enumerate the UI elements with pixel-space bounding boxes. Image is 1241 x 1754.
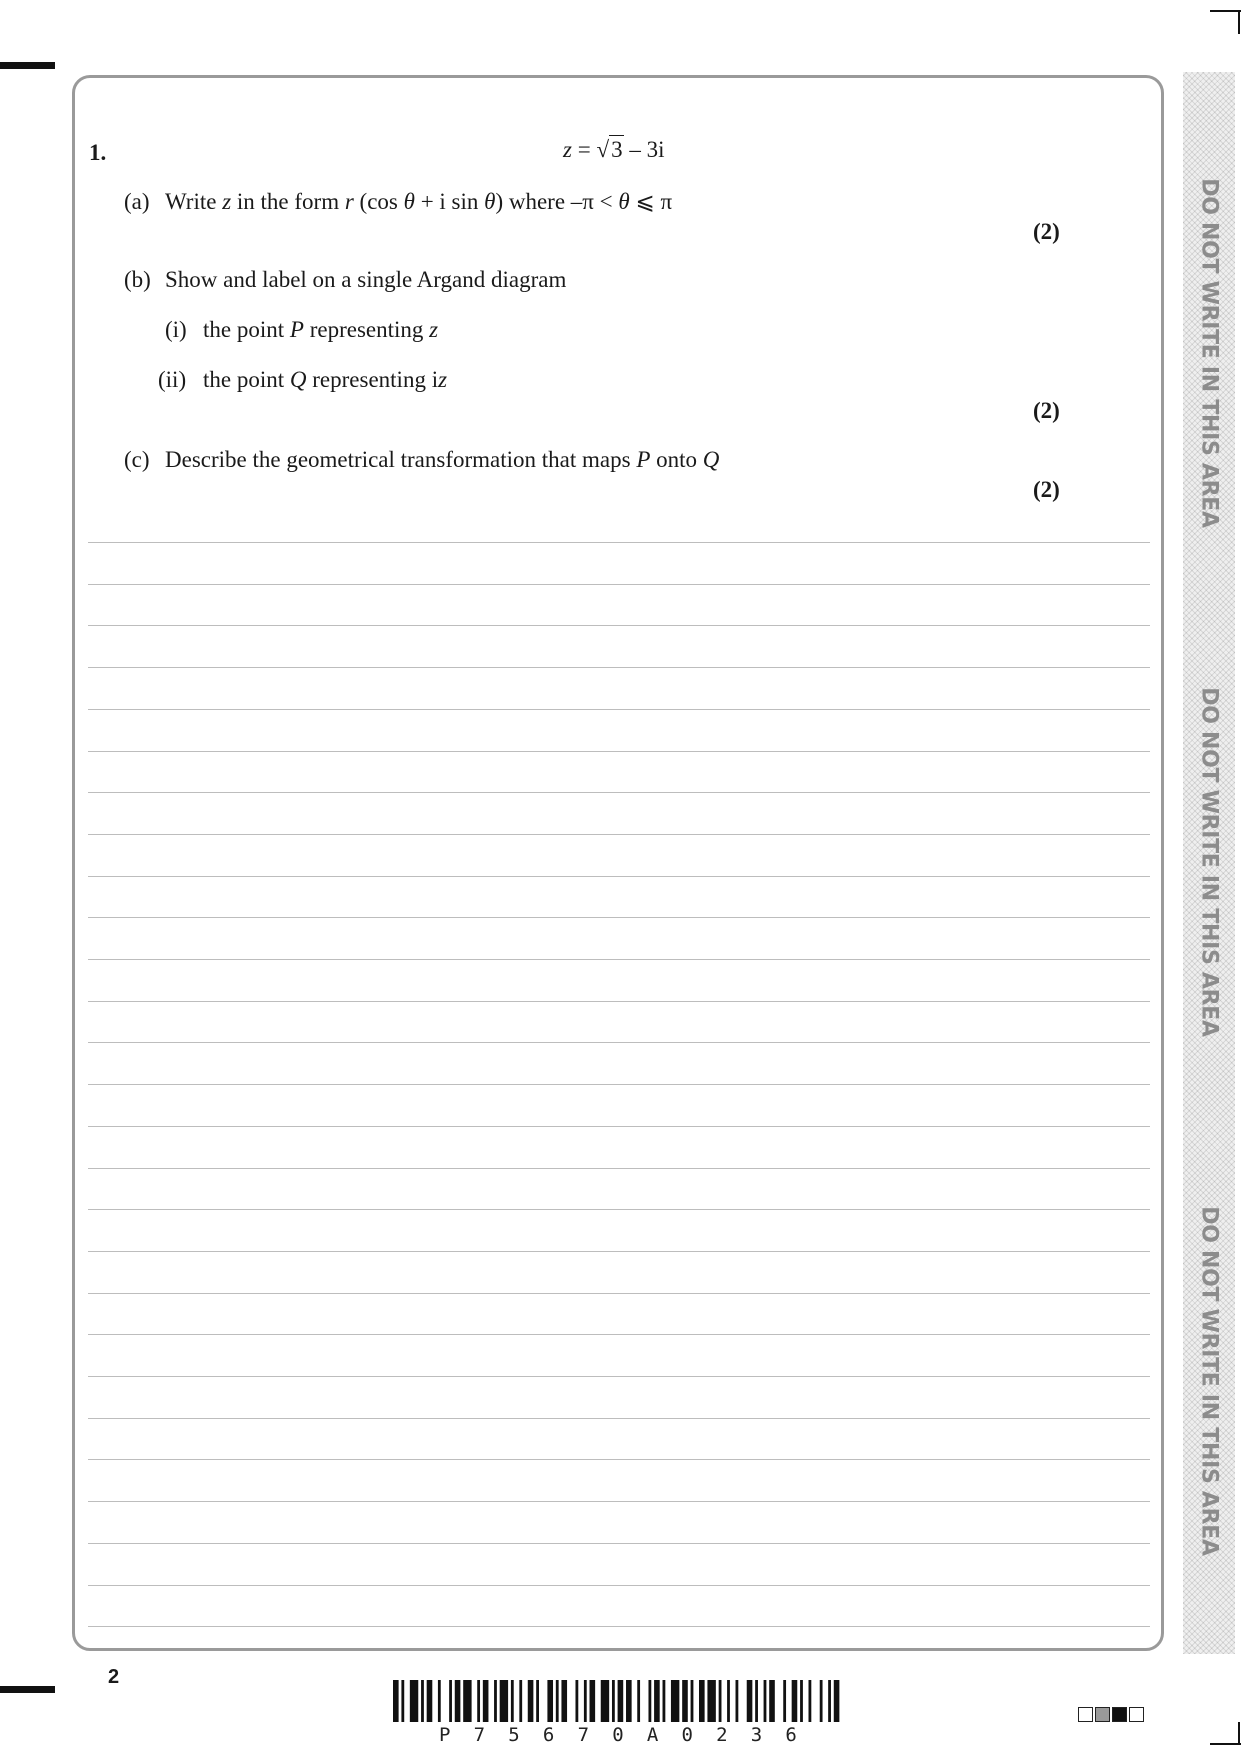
margin-warning: DO NOT WRITE IN THIS AREA (1196, 687, 1222, 1037)
answer-line[interactable] (88, 1126, 1150, 1127)
barcode-char: P (439, 1724, 451, 1746)
answer-line[interactable] (88, 1585, 1150, 1586)
barcode-bar (654, 1680, 660, 1722)
answer-line[interactable] (88, 1042, 1150, 1043)
barcode-bar (820, 1680, 823, 1722)
barcode-bar (612, 1680, 615, 1722)
crop-mark (1238, 10, 1240, 34)
barcode-bar (427, 1680, 433, 1722)
barcode-char: 7 (577, 1724, 590, 1746)
barcode-bar (764, 1680, 767, 1722)
barcode-char: 2 (716, 1724, 728, 1746)
part-a-marks: (2) (1033, 219, 1060, 244)
barcode-bar (699, 1680, 705, 1722)
indicator-square (1095, 1707, 1110, 1722)
barcode-char: 6 (542, 1724, 555, 1746)
answer-line[interactable] (88, 1376, 1150, 1377)
crop-mark (1210, 1743, 1241, 1745)
barcode (393, 1680, 845, 1722)
answer-line[interactable] (88, 1626, 1150, 1627)
barcode-char: A (646, 1724, 659, 1746)
barcode-bar (449, 1680, 452, 1722)
barcode-char: 0 (612, 1724, 624, 1746)
part-a-text: Write z in the form r (cos θ + i sin θ) where –π < θ ⩽ π (165, 189, 673, 214)
barcode-bar (575, 1680, 578, 1722)
barcode-bar (536, 1680, 539, 1722)
answer-line[interactable] (88, 959, 1150, 960)
barcode-char: 6 (785, 1724, 797, 1746)
barcode-bar (584, 1680, 587, 1722)
barcode-bar (637, 1680, 640, 1722)
margin-warning: DO NOT WRITE IN THIS AREA (1196, 178, 1222, 528)
indicator-square (1129, 1707, 1144, 1722)
answer-line[interactable] (88, 1543, 1150, 1544)
barcode-bar (663, 1680, 666, 1722)
part-b-label: (b) (124, 267, 151, 292)
answer-line[interactable] (88, 1501, 1150, 1502)
indicator-square (1078, 1707, 1093, 1722)
barcode-bar (727, 1680, 730, 1722)
answer-line[interactable] (88, 1001, 1150, 1002)
barcode-bar (707, 1680, 715, 1722)
given-equation: z = √3 – 3i (563, 137, 665, 162)
part-a-label: (a) (124, 189, 150, 214)
answer-line[interactable] (88, 1334, 1150, 1335)
barcode-bar (783, 1680, 786, 1722)
part-b-i-text: the point P representing z (203, 317, 439, 342)
answer-line[interactable] (88, 917, 1150, 918)
answer-box-frame (72, 75, 1164, 1651)
part-b-marks: (2) (1033, 398, 1060, 423)
crop-mark (0, 1686, 55, 1693)
answer-line[interactable] (88, 1459, 1150, 1460)
question-number: 1. (89, 140, 107, 165)
barcode-char: 5 (508, 1724, 520, 1746)
barcode-char: 3 (750, 1724, 763, 1746)
answer-line[interactable] (88, 584, 1150, 585)
answer-line[interactable] (88, 1293, 1150, 1294)
barcode-bar (800, 1680, 803, 1722)
barcode-bar (834, 1680, 840, 1722)
barcode-bar (755, 1680, 758, 1722)
barcode-bar (483, 1680, 489, 1722)
barcode-bar (618, 1680, 624, 1722)
barcode-char: 7 (473, 1724, 486, 1746)
part-b-i-label: (i) (165, 317, 187, 342)
crop-mark (0, 62, 55, 69)
barcode-bar (809, 1680, 812, 1722)
barcode-bar (736, 1680, 739, 1722)
barcode-bar (511, 1680, 514, 1722)
answer-line[interactable] (88, 792, 1150, 793)
barcode-bar (671, 1680, 679, 1722)
barcode-bar (682, 1680, 688, 1722)
barcode-bar (494, 1680, 497, 1722)
barcode-bar (691, 1680, 694, 1722)
barcode-bar (519, 1680, 522, 1722)
part-c-label: (c) (124, 447, 150, 472)
barcode-bar (410, 1680, 418, 1722)
barcode-bar (626, 1680, 632, 1722)
part-c-text: Describe the geometrical transformation that maps P onto Q (165, 447, 720, 472)
answer-line[interactable] (88, 667, 1150, 668)
barcode-bar (401, 1680, 404, 1722)
barcode-bar (547, 1680, 553, 1722)
barcode-bar (455, 1680, 461, 1722)
barcode-bar (648, 1680, 651, 1722)
answer-line[interactable] (88, 625, 1150, 626)
barcode-bar (528, 1680, 534, 1722)
answer-line[interactable] (88, 834, 1150, 835)
barcode-bar (438, 1680, 441, 1722)
barcode-bar (477, 1680, 480, 1722)
barcode-bar (556, 1680, 559, 1722)
page-indicator-squares (1078, 1707, 1146, 1722)
answer-line[interactable] (88, 1168, 1150, 1169)
barcode-bar (747, 1680, 753, 1722)
barcode-bar (561, 1680, 567, 1722)
answer-line[interactable] (88, 1209, 1150, 1210)
answer-line[interactable] (88, 1084, 1150, 1085)
barcode-char: 0 (681, 1724, 693, 1746)
barcode-bar (463, 1680, 471, 1722)
barcode-bar (719, 1680, 722, 1722)
answer-line[interactable] (88, 542, 1150, 543)
part-b-ii-label: (ii) (158, 367, 187, 392)
barcode-bar (792, 1680, 798, 1722)
answer-line[interactable] (88, 751, 1150, 752)
part-b-text: Show and label on a single Argand diagram (165, 267, 567, 292)
barcode-bar (828, 1680, 831, 1722)
barcode-bar (601, 1680, 609, 1722)
answer-line[interactable] (88, 709, 1150, 710)
answer-line[interactable] (88, 876, 1150, 877)
margin-warning: DO NOT WRITE IN THIS AREA (1196, 1206, 1222, 1556)
answer-line[interactable] (88, 1251, 1150, 1252)
indicator-square (1112, 1707, 1127, 1722)
part-c-marks: (2) (1033, 477, 1060, 502)
crop-mark (1210, 10, 1241, 12)
barcode-bar (393, 1680, 399, 1722)
crop-mark (1238, 1722, 1240, 1744)
barcode-bar (769, 1680, 775, 1722)
barcode-bar (500, 1680, 508, 1722)
part-b-ii-text: the point Q representing iz (203, 367, 448, 392)
page-number: 2 (108, 1666, 120, 1688)
barcode-bar (421, 1680, 424, 1722)
barcode-text (393, 1724, 845, 1746)
barcode-bar (590, 1680, 596, 1722)
answer-line[interactable] (88, 1418, 1150, 1419)
